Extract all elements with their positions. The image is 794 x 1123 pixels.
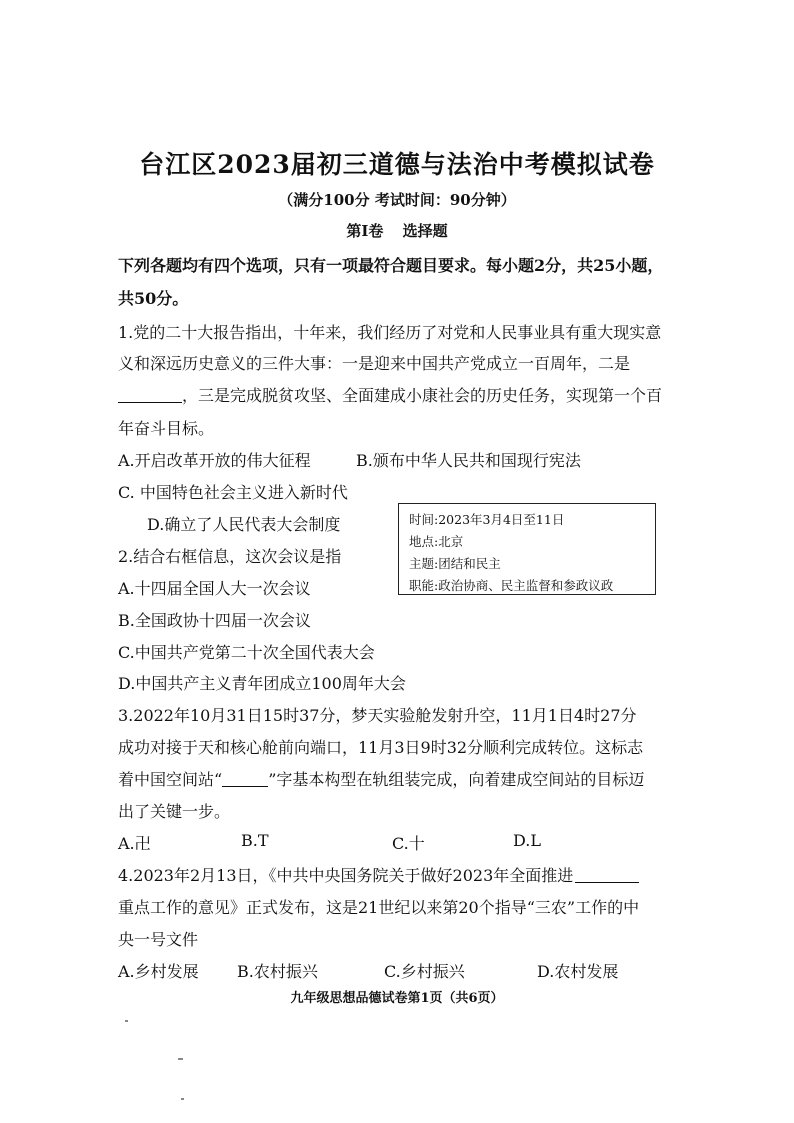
q2-stem: 2.结合右框信息，这次会议是指 [118,547,342,566]
q1-answer-blank [118,388,182,403]
info-place: 地点:北京 [409,534,464,549]
q3-stem-line-3 [118,767,644,790]
q1-stem-line-4: 年奋斗目标。 [118,419,215,438]
q4-stem-line-1 [118,863,639,886]
q1-stem-line-3-text: ，三是完成脱贫攻坚、全面建成小康社会的历史任务，实现第一个百 [182,386,663,405]
scan-speck [178,1058,183,1060]
q1-option-a: A.开启改革开放的伟大征程 [118,451,311,470]
q4-answer-blank [575,868,639,883]
q1-stem-line-3 [118,383,662,406]
exam-title: 台江区2023届初三道德与法治中考模拟试卷 [139,150,655,179]
instructions-line-1: 下列各题均有四个选项，只有一项最符合题目要求。每小题2分，共25小题， [118,256,664,275]
q4-option-d: D.农村发展 [537,962,619,981]
q3-stem-line-2: 成功对接于天和核心舱前向端口，11月3日9时32分顺利完成转位。这标志 [118,738,644,757]
q3-option-c: C.十 [392,834,425,853]
info-time: 时间:2023年3月4日至11日 [409,512,565,527]
q2-option-a: A.十四届全国人大一次会议 [118,579,311,598]
q4-stem-line-2: 重点工作的意见》正式发布，这是21世纪以来第20个指导“三农”工作的中 [118,898,640,917]
instructions-line-2: 共50分。 [118,289,189,308]
q4-stem-line-3: 央一号文件 [118,930,199,949]
q2-option-b: B.全国政协十四届一次会议 [118,611,311,630]
q3-stem-line-3-start: 着中国空间站“ [118,770,223,789]
q2-option-c: C.中国共产党第二十次全国代表大会 [118,643,375,662]
section-heading: 第Ⅰ卷 选择题 [346,222,448,240]
q3-answer-blank [222,772,268,787]
meeting-info-box [398,503,656,595]
info-theme: 主题:团结和民主 [409,556,501,571]
q1-option-b: B.颁布中华人民共和国现行宪法 [356,451,581,470]
q4-option-b: B.农村振兴 [237,962,318,981]
q3-option-d: D.L [513,831,541,850]
q2-option-d: D.中国共产主义青年团成立100周年大会 [118,674,406,693]
q3-option-b: B.T [241,831,269,850]
q1-option-d: D.确立了人民代表大会制度 [147,515,341,534]
scan-speck [181,1098,184,1100]
page-footer: 九年级思想品德试卷第1页（共6页） [290,991,504,1006]
q3-stem-line-1: 3.2022年10月31日15时37分，梦天实验舱发射升空，11月1日4时27分 [118,706,637,725]
q1-stem-line-2: 义和深远历史意义的三件大事：一是迎来中国共产党成立一百周年，二是 [118,354,631,373]
scan-speck [125,1020,128,1022]
q4-stem-line-1-text: 4.2023年2月13日，《中共中央国务院关于做好2023年全面推进 [118,866,574,885]
exam-subtitle: （满分100分 考试时间：90分钟） [278,191,516,209]
q3-stem-line-4: 出了关键一步。 [118,802,231,821]
info-function: 职能:政治协商、民主监督和参政议政 [409,578,614,593]
q1-option-c: C. 中国特色社会主义进入新时代 [118,483,348,502]
q3-stem-line-3-end: ”字基本构型在轨组装完成，向着建成空间站的目标迈 [268,770,645,789]
q1-stem-line-1: 1.党的二十大报告指出，十年来，我们经历了对党和人民事业具有重大现实意 [118,323,662,342]
q3-option-a: A.卍 [118,834,151,853]
q4-option-c: C.乡村振兴 [384,962,465,981]
q4-option-a: A.乡村发展 [118,962,199,981]
